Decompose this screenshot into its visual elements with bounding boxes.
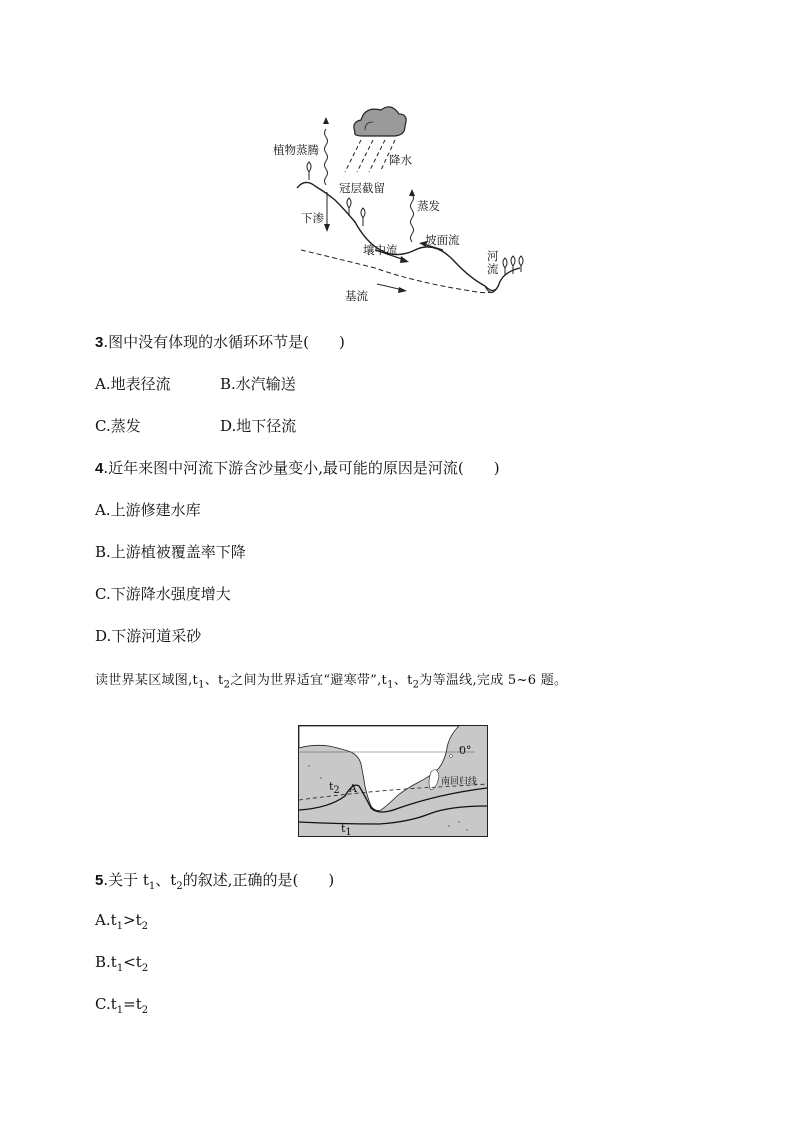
t1-letter: t [341,822,346,835]
label-canopy-interception: 冠层截留 [339,181,385,195]
intro-sub: 2 [223,679,231,691]
point-a-label: A [349,782,357,795]
question-stem: .图中没有体现的水循环环节是( ) [103,333,345,351]
intro-text: 为等温线,完成 5~6 题。 [419,673,568,688]
stem-sub: 1 [148,881,156,892]
t2-sub: 2 [333,785,340,797]
option-text: A.t [95,911,117,929]
q3-option-c[interactable]: C.蒸发 [95,417,141,435]
intro-text: 、t [393,673,413,688]
t2-letter: t [329,780,334,793]
option-text: =t [123,995,142,1013]
label-baseflow: 基流 [345,289,368,303]
t1-label [341,822,352,837]
question-stem: .关于 t [103,871,149,889]
label-infiltration: 下渗 [301,211,324,225]
stem-sub: 2 [176,881,183,892]
q5-option-c[interactable] [95,995,148,1016]
q5-option-a[interactable] [95,911,148,932]
question-5 [95,869,334,892]
option-sub: 1 [116,921,124,932]
q3-option-a[interactable]: A.地表径流 [95,375,171,393]
question-4 [95,457,500,478]
option-text: B.t [95,953,117,971]
cloud-icon [354,107,406,136]
island [450,755,453,758]
transpiration-arrow [323,117,329,185]
intro-text: 之间为世界适宜“避寒带”,t [230,673,388,688]
t2-label [329,780,340,796]
option-sub: 1 [116,1005,124,1016]
label-plant-transpiration: 植物蒸腾 [273,143,319,157]
q3-option-d[interactable]: D.地下径流 [220,417,297,435]
q3-option-b[interactable]: B.水汽输送 [220,375,296,393]
infiltration-arrow [324,192,330,232]
question-number: 4 [95,460,104,477]
option-sub: 2 [141,1005,149,1016]
question-3 [95,331,345,352]
label-river: 河流 [487,249,499,276]
question-number: 5 [95,872,104,889]
label-interflow: 壤中流 [363,243,398,257]
q4-option-b[interactable]: B.上游植被覆盖率下降 [95,543,246,561]
q5-option-b[interactable] [95,953,148,974]
option-text: >t [123,911,142,929]
label-evaporation: 蒸发 [417,199,440,213]
option-sub: 1 [116,963,124,974]
rain-lines [345,140,395,172]
label-precipitation: 降水 [389,153,412,167]
region-map-figure [298,725,488,837]
material-intro [95,669,567,691]
evaporation-arrow [409,189,415,242]
option-text: <t [123,953,142,971]
option-text: C.t [95,995,117,1013]
question-stem: 、t [155,871,177,889]
water-cycle-figure [265,100,535,310]
option-sub: 2 [141,963,149,974]
t1-sub: 1 [345,827,352,837]
question-stem: .近年来图中河流下游含沙量变小,最可能的原因是河流( ) [103,459,500,477]
question-stem: 的叙述,正确的是( ) [182,871,335,889]
q4-option-d[interactable]: D.下游河道采砂 [95,627,202,645]
label-slope-flow: 坡面流 [425,233,460,247]
tropic-label: 南回归线 [441,777,478,787]
intro-sub: 1 [198,679,205,691]
intro-sub: 2 [412,679,420,691]
intro-text: 读世界某区域图,t [95,673,199,688]
intro-text: 、t [204,673,224,688]
option-sub: 2 [141,921,148,932]
equator-label: 0° [459,744,472,757]
question-number: 3 [95,334,104,351]
q4-option-a[interactable]: A.上游修建水库 [95,501,201,519]
baseflow-arrow [377,284,407,293]
intro-sub: 1 [387,679,394,691]
water-cycle-drawing [265,100,535,310]
q4-option-c[interactable]: C.下游降水强度增大 [95,585,231,603]
